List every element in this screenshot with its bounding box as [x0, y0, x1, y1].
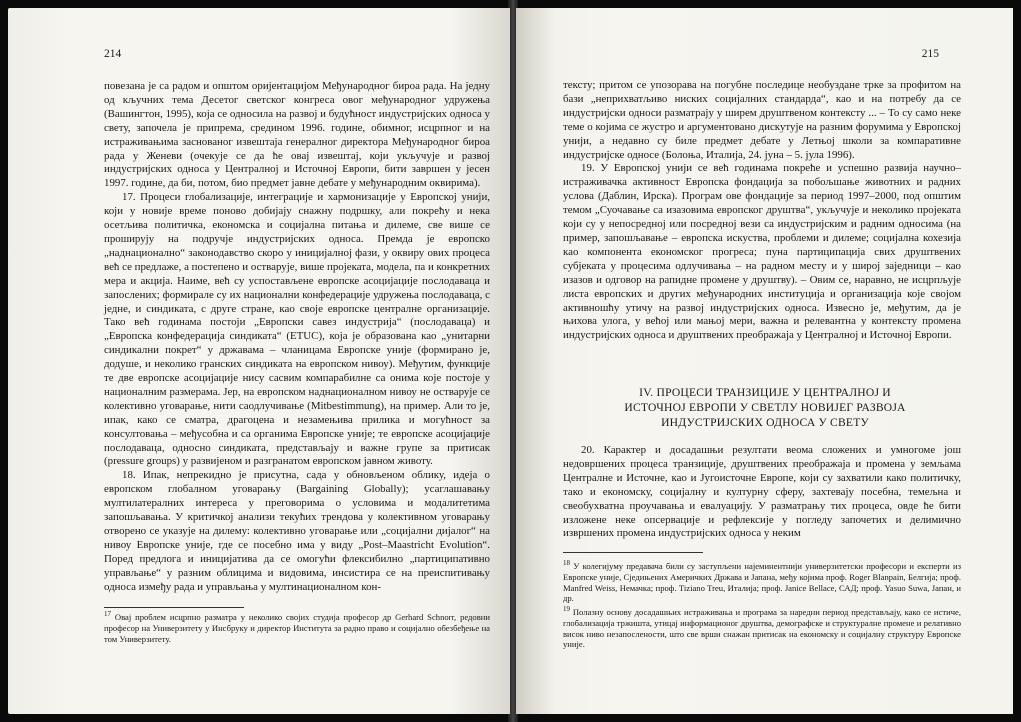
paragraph-20: [563, 444, 961, 541]
footnote-19: [563, 607, 961, 650]
paragraph: повезана је са радом и општом оријентацијом Међународног бироа рада. На једну од кључних тема Десетог светског конгреса овог међународног удружења (Вашингтон, 1995), која се односила на развој и будућност индустријских односа у свету, започела је припрема, средином 1996. године, обимног, исцрпног и на истраживањима заснованог извештаја генералног директора Међународног бироа рада у Женеви (очекује се да ће овај извештај, који укључује и развој индустријских односа у Централној и Источној Европи, бити завршен у јесен 1997. године, да би, потом, био предмет јавне дебате у међународним оквирима).: [104, 80, 490, 190]
right-page-body: [563, 79, 961, 343]
left-page-body: [104, 80, 490, 595]
heading-line: ИСТОЧНОЈ ЕВРОПИ У СВЕТЛУ НОВИЈЕГ РАЗВОЈА: [624, 401, 906, 414]
heading-line: ИНДУСТРИЈСКИХ ОДНОСА У СВЕТУ: [661, 416, 869, 429]
paragraph-19: 19. У Европској унији се већ годинама покреће и успешно развија научно–истраживачка активност Европска фондација за побољшање животних и радних услова (Даблин, Ирска). Програм ове фондације за период 1997–2000, под општим темом „Суочавање са изазовима европског друштва“, укључује и неколико пројеката који су у непосредној или посредној вези са индустријским и радним односима (на пример, запошљавање – европска искуства, проблеми и дилеме; социјална кохезија као компонента економског прогреса; пуна партиципација свих друштвених субјеката у процесима одлучивања – на радном месту и у широј заједници – као изазов и одговор на рапидне промене у друштву). – Овим се, наравно, не исцрпљује листа европских и других међународних институција и организација које својом активношћу утичу на развој индустријских односа. Извесно је, међутим, да је њихова улога, у већој или мањој мери, важна и релевантна у контексту промена индустријских односа и друштвених преображаја у Централној и Источној Европи.: [563, 162, 961, 342]
right-page: [516, 8, 1013, 714]
heading-line: IV. ПРОЦЕСИ ТРАНЗИЦИЈЕ У ЦЕНТРАЛНОЈ И: [639, 386, 891, 399]
footnote-text: Овај проблем исцрпно разматра у неколико својих студија професор др Gerhard Schnorr, редовни професор на Универзитету у Инсбруку и директор Института за радно право и социјално обезбеђење на том Универзитету.: [104, 612, 490, 644]
footnote-marker: 18: [563, 559, 570, 568]
footnote-marker: 19: [563, 605, 570, 614]
paragraph-18: 18. Ипак, непрекидно је присутна, сада у обновљеном облику, идеја о европском глобалном уговарању (Bargaining Globally); усаглашавању мултилатералних интереса у преговорима о условима и модалитетима запошљавања. У критичкој анализи текућих трендова у колективном уговарању отворено се указује на дилему: колективно уговарање или „социјални дијалог“ на нивоу Европске уније, где се посебно има у виду „Post–Maastricht Evolution“. Поред предлога и иницијатива да се омогући флексибилно „партиципативно управљање“ у разним облицима и видовима, инсистира се на преиспитивању односа између рада и управљања у мултинационалном кон-: [104, 469, 490, 593]
left-page: [8, 8, 510, 714]
footnote-text: Полазну основу досадашњих истраживања и програма за наредни период представљају, како се истиче, глобализација тржишта, утицај информационог друштва, демографске и структуралне промене и релативно висок ниво незапослености, што све врши снажан притисак на економску и социјалну структуру Европске уније.: [563, 607, 961, 650]
paragraph: 20. Карактер и досадашњи резултати веома сложених и умногоме још недовршених процеса транзиције, друштвених преображаја и промена у земљама Централне и Источне, као и Југоисточне Европе, који су захватили како политичку, тако и економску, социјалну и културну сферу, захтевају посебна, темељна и свеобухватна проучавања и евалуацију. У разматрању тих процеса, овде ће бити изложене неке опсервације и рефлексије у погледу започетих и делимично извршених промена индустријских односа у неким: [563, 444, 961, 540]
paragraph: тексту; притом се упозорава на погубне последице необуздане трке за профитом на бази „неприхватљиво ниских социјалних стандарда“, као и на потребу да се индустријски односи разматрају у ширем друштвеном контексту ... – То су само неке теме о којима се жустро и аргументовано дискутује на разним форумима у Европској унији, а недавно су биле предмет дебате у Летњој школи за компаративне индустријске односе (Болоња, Италија, 24. јуна – 5. јула 1996).: [563, 79, 961, 161]
footnote-17: [104, 612, 490, 644]
footnote-marker: 17: [104, 610, 111, 619]
paragraph-17: 17. Процеси глобализације, интеграције и хармонизације у Европској унији, који у новије време поново добијају снажну подршку, али покрећу и нека осетљива политичка, економска и социјална питања и дилеме, све више се проширују на подручје индустријских односа. Премда је европско „наднационално“ законодавство скоро у иницијалној фази, у оквиру ових процеса већ се предлаже, а постепено и остварује, више пројеката, модела, па и конкретних мера и акција. Наиме, већ су успостављене европске асоцијације послодаваца и запослених; формирале су их национални конфедерације удружења послодаваца, с једне, и синдиката, с друге стране, као своје европске централне организације. Тако већ годинама постоји „Европски савез индустрија“ (послодаваца) и „Европска конфедерација синдиката“ (ETUC), која је образована као „унитарни синдикални покрет“ у државама – чланицама Европске уније (формирано је, додуше, и неколико гранских синдиката на европском нивоу). Међутим, функције те две европске асоцијације нису сасвим компарабилне са онима које постоје у националним размерама. Јер, на европском наднационалном нивоу не остварује се колективно уговарање, нити саодлучивање (Mitbestimmung), на пример. Али то је, ипак, како се сматра, драгоцена и незамењива прилика и могућност за консултовања – међусобна и са органима Европске уније; те европске асоцијације послодаваца, односно синдиката, представљају и важне групе за притисак (pressure groups) у развијеном и разгранатом европском јавном животу.: [104, 191, 490, 468]
footnote-text: У колегијуму предавача били су заступљени најеминентнији универзитетски професори и експерти из Европске уније, Сједињених Америчких Држава и Јапана, међу којима проф. Roger Blanpain, Белгија; проф. Manfred Weiss, Немачка; проф. Tiziano Treu, Италија; проф. Janice Bellace, САД; проф. Yasuo Suwa, Јапан, и др.: [563, 561, 961, 604]
footnote-18: [563, 561, 961, 604]
page-number: 215: [921, 48, 939, 60]
page-number: 214: [104, 48, 122, 60]
footnote-rule: [104, 607, 244, 608]
section-heading: [576, 385, 954, 430]
footnote-rule: [563, 552, 703, 553]
